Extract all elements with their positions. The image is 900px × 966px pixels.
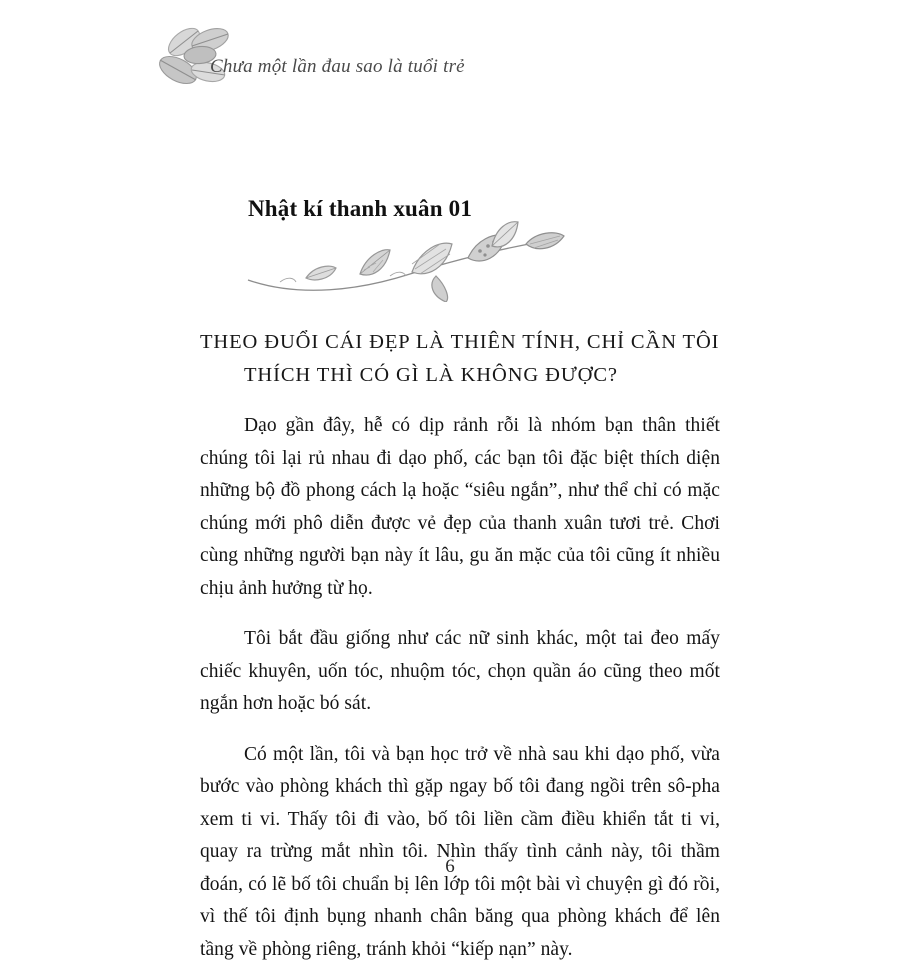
running-head-title: Chưa một lần đau sao là tuổi trẻ <box>210 56 465 78</box>
chapter-heading-block <box>0 196 900 306</box>
vine-leaves-ornament-icon <box>240 220 590 302</box>
running-head <box>0 18 900 108</box>
paragraph: Dạo gần đây, hễ có dịp rảnh rỗi là nhóm bạn thân thiết chúng tôi lại rủ nhau đi dạo phố, các bạn tôi đặc biệt thích diện những bộ đồ phong cách lạ hoặc “siêu ngắn”, như thể chỉ có mặc chúng mới phô diễn được vẻ đẹp của thanh xuân tươi trẻ. Chơi cùng những người bạn này ít lâu, gu ăn mặc của tôi cũng ít nhiều chịu ảnh hưởng từ họ. <box>200 410 720 605</box>
section-heading: THEO ĐUỔI CÁI ĐẸP LÀ THIÊN TÍNH, CHỈ CẦN TÔI THÍCH THÌ CÓ GÌ LÀ KHÔNG ĐƯỢC? <box>200 326 720 392</box>
page-number: 6 <box>0 856 900 878</box>
chapter-title: Nhật kí thanh xuân 01 <box>248 196 472 222</box>
paragraph: Tôi bắt đầu giống như các nữ sinh khác, một tai đeo mấy chiếc khuyên, uốn tóc, nhuộm tóc, chọn quần áo cũng theo mốt ngắn hơn hoặc bó sát. <box>200 623 720 721</box>
paragraph: Có một lần, tôi và bạn học trở về nhà sau khi dạo phố, vừa bước vào phòng khách thì gặp ngay bố tôi đang ngồi trên sô-pha xem ti vi. Thấy tôi đi vào, bố tôi liền cầm điều khiển tắt ti vi, quay ra trừng mắt nhìn tôi. Nhìn thấy tình cảnh này, tôi thầm đoán, có lẽ bố tôi chuẩn bị lên lớp tôi một bài vì chuyện gì đó rồi, vì thế tôi định bụng nhanh chân băng qua phòng khách để lên tầng về phòng riêng, tránh khỏi “kiếp nạn” này. <box>200 739 720 966</box>
